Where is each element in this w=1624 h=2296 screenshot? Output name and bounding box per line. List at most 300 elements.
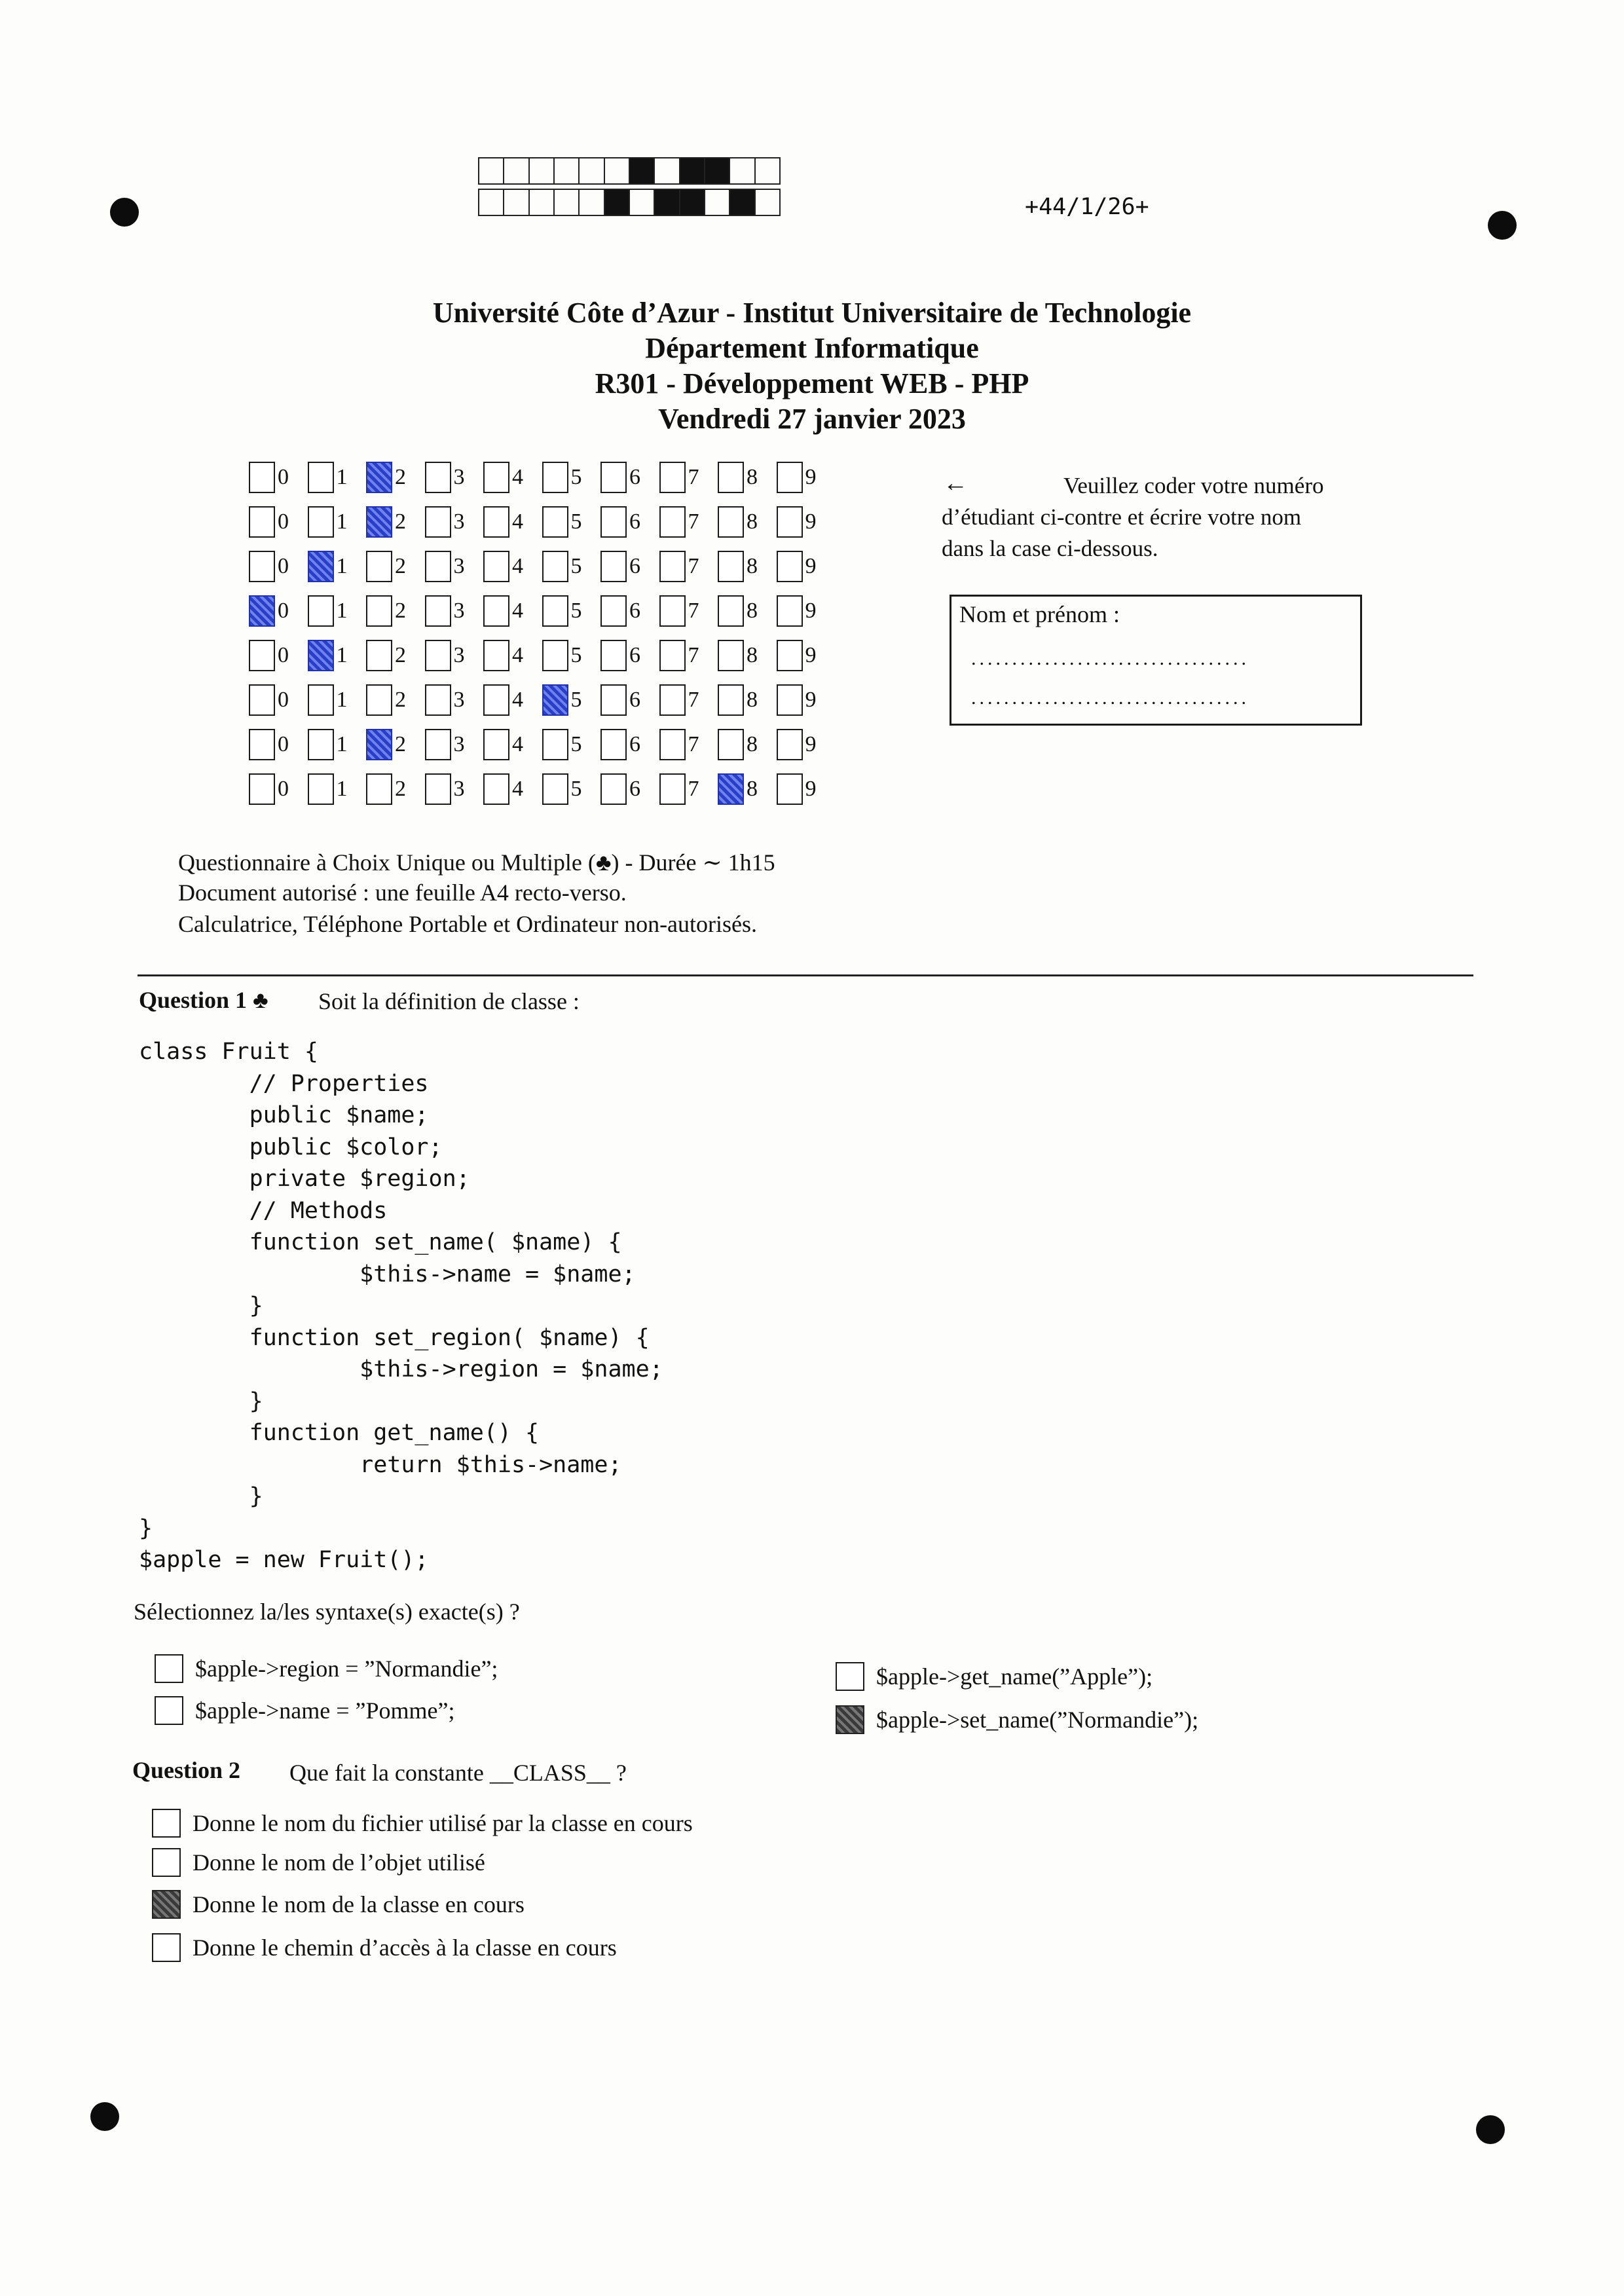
digit-checkbox[interactable] xyxy=(425,506,451,538)
digit-checkbox[interactable] xyxy=(659,773,686,805)
section-divider xyxy=(138,974,1473,976)
digit-option[interactable] xyxy=(718,640,758,671)
barcode-cell xyxy=(504,190,529,215)
digit-label: 3 xyxy=(453,554,465,578)
barcode-cell xyxy=(479,158,504,183)
digit-checkbox[interactable] xyxy=(425,462,451,493)
digit-label: 3 xyxy=(453,509,465,534)
digit-checkbox[interactable] xyxy=(659,729,686,760)
q2-answer-path[interactable] xyxy=(152,1933,617,1962)
q1-answer-get-name-checkbox[interactable] xyxy=(836,1662,864,1691)
digit-label: 5 xyxy=(570,509,582,534)
q2-answer-object[interactable] xyxy=(152,1848,485,1877)
digit-option[interactable] xyxy=(249,506,289,538)
digit-option[interactable] xyxy=(249,684,289,716)
barcode-cell xyxy=(630,158,655,183)
digit-option[interactable] xyxy=(425,640,465,671)
digit-option[interactable] xyxy=(777,640,817,671)
name-line-1: .................................. xyxy=(971,648,1249,669)
digit-label: 3 xyxy=(453,732,465,756)
digit-option[interactable] xyxy=(777,684,817,716)
digit-option[interactable] xyxy=(659,684,699,716)
digit-label: 4 xyxy=(512,554,523,578)
digit-option[interactable] xyxy=(777,595,817,627)
digit-checkbox[interactable] xyxy=(777,773,803,805)
code-line: function get_name() { xyxy=(139,1420,540,1446)
digit-checkbox[interactable] xyxy=(542,640,568,671)
digit-checkbox[interactable] xyxy=(600,506,627,538)
digit-option[interactable] xyxy=(718,551,758,582)
digit-option[interactable] xyxy=(542,506,582,538)
barcode-cell xyxy=(555,158,580,183)
digit-option[interactable] xyxy=(777,773,817,805)
digit-label: 6 xyxy=(629,643,640,667)
digit-option[interactable] xyxy=(659,773,699,805)
digit-checkbox[interactable] xyxy=(659,551,686,582)
digit-checkbox[interactable] xyxy=(777,729,803,760)
digit-option[interactable] xyxy=(600,729,640,760)
question-1-prompt: Sélectionnez la/les syntaxe(s) exacte(s) ? xyxy=(134,1599,520,1625)
code-line: function set_name( $name) { xyxy=(139,1229,622,1255)
digit-label: 2 xyxy=(395,599,406,623)
digit-checkbox[interactable] xyxy=(777,640,803,671)
digit-checkbox[interactable] xyxy=(483,729,509,760)
digit-label: 1 xyxy=(336,732,348,756)
digit-option[interactable] xyxy=(483,729,523,760)
digit-option[interactable] xyxy=(425,506,465,538)
name-box[interactable] xyxy=(950,595,1362,726)
barcode-cell xyxy=(655,190,680,215)
barcode-cell xyxy=(730,190,755,215)
digit-option[interactable] xyxy=(249,595,289,627)
digit-option[interactable] xyxy=(542,595,582,627)
q1-answer-set-name[interactable] xyxy=(836,1705,1198,1734)
digit-checkbox[interactable] xyxy=(425,773,451,805)
digit-option[interactable] xyxy=(542,773,582,805)
digit-option[interactable] xyxy=(366,551,406,582)
digit-checkbox[interactable] xyxy=(308,729,334,760)
digit-option[interactable] xyxy=(600,462,640,493)
digit-checkbox[interactable] xyxy=(425,684,451,716)
digit-checkbox[interactable] xyxy=(600,551,627,582)
digit-checkbox[interactable] xyxy=(659,640,686,671)
digit-option[interactable] xyxy=(659,462,699,493)
barcode-cell xyxy=(605,190,630,215)
digit-checkbox[interactable] xyxy=(483,684,509,716)
question-1-title: Question 1 ♣ xyxy=(139,987,268,1013)
exam-info-line-3: Calculatrice, Téléphone Portable et Ordinateur non-autorisés. xyxy=(178,911,758,937)
code-line: function set_region( $name) { xyxy=(139,1324,650,1351)
digit-label: 1 xyxy=(336,599,348,623)
digit-label: 4 xyxy=(512,777,523,801)
digit-checkbox[interactable] xyxy=(483,506,509,538)
digit-label: 8 xyxy=(747,465,758,489)
digit-label: 7 xyxy=(688,643,699,667)
digit-checkbox[interactable] xyxy=(366,773,392,805)
digit-option[interactable] xyxy=(308,684,348,716)
digit-option[interactable] xyxy=(483,551,523,582)
digit-label: 4 xyxy=(512,732,523,756)
q2-answer-classname-checkbox[interactable] xyxy=(152,1890,181,1919)
digit-option[interactable] xyxy=(483,462,523,493)
digit-label: 2 xyxy=(395,732,406,756)
digit-label: 9 xyxy=(805,777,817,801)
digit-checkbox[interactable] xyxy=(600,729,627,760)
digit-checkbox[interactable] xyxy=(366,640,392,671)
digit-label: 4 xyxy=(512,643,523,667)
digit-label: 6 xyxy=(629,599,640,623)
barcode-cell xyxy=(655,158,680,183)
exam-date: Vendredi 27 janvier 2023 xyxy=(658,403,966,435)
digit-label: 7 xyxy=(688,777,699,801)
barcode-cell xyxy=(705,190,730,215)
digit-option[interactable] xyxy=(308,595,348,627)
q2-answer-filename-checkbox[interactable] xyxy=(152,1809,181,1838)
digit-checkbox[interactable] xyxy=(425,640,451,671)
digit-option[interactable] xyxy=(777,551,817,582)
digit-checkbox[interactable] xyxy=(718,595,744,627)
digit-label: 9 xyxy=(805,599,817,623)
digit-checkbox[interactable] xyxy=(425,729,451,760)
digit-checkbox[interactable] xyxy=(718,729,744,760)
barcode-cell xyxy=(530,158,555,183)
digit-checkbox[interactable] xyxy=(308,595,334,627)
registration-dot-bottom-left xyxy=(90,2102,119,2131)
digit-option[interactable] xyxy=(366,462,406,493)
digit-label: 2 xyxy=(395,777,406,801)
digit-option[interactable] xyxy=(659,595,699,627)
digit-option[interactable] xyxy=(600,640,640,671)
q2-answer-object-checkbox[interactable] xyxy=(152,1848,181,1877)
digit-checkbox[interactable] xyxy=(366,729,392,760)
digit-option[interactable] xyxy=(659,506,699,538)
digit-checkbox[interactable] xyxy=(425,551,451,582)
digit-label: 3 xyxy=(453,688,465,712)
digit-label: 1 xyxy=(336,643,348,667)
barcode-cell xyxy=(756,190,779,215)
digit-option[interactable] xyxy=(249,773,289,805)
question-2-title: Question 2 xyxy=(132,1757,241,1783)
digit-checkbox[interactable] xyxy=(600,595,627,627)
digit-option[interactable] xyxy=(366,595,406,627)
digit-checkbox[interactable] xyxy=(659,684,686,716)
barcode-cell xyxy=(580,158,604,183)
digit-checkbox[interactable] xyxy=(483,595,509,627)
digit-option[interactable] xyxy=(308,462,348,493)
barcode-cell xyxy=(530,190,555,215)
instruction-line-1: Veuillez coder votre numéro xyxy=(1063,473,1324,498)
digit-option[interactable] xyxy=(425,462,465,493)
digit-checkbox[interactable] xyxy=(542,506,568,538)
digit-option[interactable] xyxy=(425,551,465,582)
digit-checkbox[interactable] xyxy=(308,773,334,805)
code-line: // Methods xyxy=(139,1197,388,1224)
digit-checkbox[interactable] xyxy=(542,462,568,493)
barcode-cell xyxy=(630,190,655,215)
digit-checkbox[interactable] xyxy=(249,773,275,805)
digit-option[interactable] xyxy=(308,640,348,671)
digit-checkbox[interactable] xyxy=(542,729,568,760)
digit-option[interactable] xyxy=(308,551,348,582)
digit-label: 0 xyxy=(278,643,289,667)
digit-option[interactable] xyxy=(366,773,406,805)
digit-checkbox[interactable] xyxy=(718,462,744,493)
barcode-cell xyxy=(605,158,630,183)
q1-answer-region-checkbox[interactable] xyxy=(155,1654,183,1683)
q2-answer-filename[interactable] xyxy=(152,1809,693,1838)
digit-label: 8 xyxy=(747,509,758,534)
instruction-line-2: d’étudiant ci-contre et écrire votre nom xyxy=(942,504,1302,530)
digit-checkbox[interactable] xyxy=(542,773,568,805)
digit-checkbox[interactable] xyxy=(366,506,392,538)
digit-label: 8 xyxy=(747,643,758,667)
q1-answer-set-name-checkbox[interactable] xyxy=(836,1705,864,1734)
digit-checkbox[interactable] xyxy=(308,462,334,493)
digit-checkbox[interactable] xyxy=(249,551,275,582)
digit-checkbox[interactable] xyxy=(249,729,275,760)
q1-answer-get-name[interactable] xyxy=(836,1662,1153,1691)
digit-label: 4 xyxy=(512,509,523,534)
digit-checkbox[interactable] xyxy=(483,773,509,805)
digit-option[interactable] xyxy=(249,551,289,582)
digit-label: 8 xyxy=(747,777,758,801)
digit-option[interactable] xyxy=(718,595,758,627)
q1-answer-region[interactable] xyxy=(155,1654,498,1683)
digit-option[interactable] xyxy=(718,729,758,760)
digit-checkbox[interactable] xyxy=(366,551,392,582)
code-line: } xyxy=(139,1515,153,1542)
digit-option[interactable] xyxy=(366,684,406,716)
digit-checkbox[interactable] xyxy=(483,640,509,671)
digit-option[interactable] xyxy=(542,462,582,493)
digit-checkbox[interactable] xyxy=(659,506,686,538)
digit-label: 7 xyxy=(688,509,699,534)
digit-option[interactable] xyxy=(483,595,523,627)
q1-answer-name[interactable] xyxy=(155,1696,454,1725)
barcode-cell xyxy=(705,158,730,183)
digit-checkbox[interactable] xyxy=(777,506,803,538)
digit-option[interactable] xyxy=(659,729,699,760)
digit-option[interactable] xyxy=(308,506,348,538)
digit-option[interactable] xyxy=(718,773,758,805)
digit-label: 5 xyxy=(570,599,582,623)
digit-option[interactable] xyxy=(777,506,817,538)
digit-option[interactable] xyxy=(600,684,640,716)
digit-label: 5 xyxy=(570,732,582,756)
q2-answer-classname-label: Donne le nom de la classe en cours xyxy=(193,1891,525,1917)
digit-option[interactable] xyxy=(777,729,817,760)
digit-checkbox[interactable] xyxy=(777,462,803,493)
digit-checkbox[interactable] xyxy=(308,506,334,538)
digit-option[interactable] xyxy=(308,773,348,805)
digit-label: 7 xyxy=(688,732,699,756)
digit-option[interactable] xyxy=(483,773,523,805)
digit-option[interactable] xyxy=(483,640,523,671)
digit-label: 1 xyxy=(336,465,348,489)
left-arrow-icon: ← xyxy=(943,470,968,497)
barcode-cell xyxy=(580,190,604,215)
q2-answer-classname[interactable] xyxy=(152,1890,525,1919)
digit-label: 1 xyxy=(336,688,348,712)
digit-option[interactable] xyxy=(542,640,582,671)
digit-option[interactable] xyxy=(425,773,465,805)
code-line: class Fruit { xyxy=(139,1039,318,1065)
digit-label: 2 xyxy=(395,643,406,667)
code-line: } xyxy=(139,1293,263,1319)
digit-label: 7 xyxy=(688,554,699,578)
code-line: } xyxy=(139,1388,263,1415)
digit-option[interactable] xyxy=(600,773,640,805)
digit-checkbox[interactable] xyxy=(249,595,275,627)
question-1-text: Soit la définition de classe : xyxy=(318,988,580,1014)
digit-checkbox[interactable] xyxy=(366,684,392,716)
digit-label: 7 xyxy=(688,599,699,623)
registration-dot-bottom-right xyxy=(1476,2115,1505,2144)
digit-label: 2 xyxy=(395,465,406,489)
digit-option[interactable] xyxy=(542,684,582,716)
digit-checkbox[interactable] xyxy=(366,462,392,493)
digit-checkbox[interactable] xyxy=(308,684,334,716)
digit-option[interactable] xyxy=(483,506,523,538)
digit-label: 5 xyxy=(570,554,582,578)
digit-option[interactable] xyxy=(600,551,640,582)
digit-label: 1 xyxy=(336,509,348,534)
digit-label: 9 xyxy=(805,643,817,667)
digit-label: 5 xyxy=(570,777,582,801)
digit-option[interactable] xyxy=(249,729,289,760)
digit-checkbox[interactable] xyxy=(600,462,627,493)
digit-label: 9 xyxy=(805,732,817,756)
digit-option[interactable] xyxy=(366,640,406,671)
digit-label: 6 xyxy=(629,732,640,756)
code-line: $apple = new Fruit(); xyxy=(139,1547,429,1573)
digit-option[interactable] xyxy=(308,729,348,760)
digit-option[interactable] xyxy=(600,595,640,627)
digit-option[interactable] xyxy=(366,506,406,538)
digit-label: 0 xyxy=(278,599,289,623)
digit-label: 4 xyxy=(512,465,523,489)
digit-checkbox[interactable] xyxy=(483,551,509,582)
digit-checkbox[interactable] xyxy=(249,684,275,716)
q2-answer-path-checkbox[interactable] xyxy=(152,1933,181,1962)
digit-label: 3 xyxy=(453,465,465,489)
barcode-row-2 xyxy=(478,189,781,216)
digit-option[interactable] xyxy=(483,684,523,716)
barcode-cell xyxy=(479,190,504,215)
digit-label: 6 xyxy=(629,777,640,801)
barcode-cell xyxy=(680,158,705,183)
digit-option[interactable] xyxy=(718,462,758,493)
q1-answer-region-label: $apple->region = ”Normandie”; xyxy=(195,1656,498,1682)
digit-checkbox[interactable] xyxy=(777,595,803,627)
digit-checkbox[interactable] xyxy=(600,773,627,805)
digit-option[interactable] xyxy=(659,551,699,582)
digit-label: 0 xyxy=(278,732,289,756)
digit-checkbox[interactable] xyxy=(249,640,275,671)
digit-option[interactable] xyxy=(659,640,699,671)
digit-checkbox[interactable] xyxy=(542,595,568,627)
digit-label: 9 xyxy=(805,509,817,534)
digit-checkbox[interactable] xyxy=(777,551,803,582)
digit-checkbox[interactable] xyxy=(308,551,334,582)
digit-label: 0 xyxy=(278,554,289,578)
digit-label: 5 xyxy=(570,643,582,667)
digit-label: 1 xyxy=(336,777,348,801)
digit-checkbox[interactable] xyxy=(425,595,451,627)
digit-checkbox[interactable] xyxy=(718,640,744,671)
digit-label: 4 xyxy=(512,599,523,623)
digit-checkbox[interactable] xyxy=(718,773,744,805)
barcode-cell xyxy=(555,190,580,215)
digit-label: 0 xyxy=(278,509,289,534)
digit-checkbox[interactable] xyxy=(542,684,568,716)
code-line: return $this->name; xyxy=(139,1451,622,1478)
digit-checkbox[interactable] xyxy=(718,551,744,582)
q1-answer-name-checkbox[interactable] xyxy=(155,1696,183,1725)
digit-option[interactable] xyxy=(718,506,758,538)
digit-label: 6 xyxy=(629,509,640,534)
digit-checkbox[interactable] xyxy=(718,506,744,538)
digit-option[interactable] xyxy=(600,506,640,538)
digit-checkbox[interactable] xyxy=(718,684,744,716)
digit-label: 9 xyxy=(805,465,817,489)
digit-option[interactable] xyxy=(249,462,289,493)
q2-answer-path-label: Donne le chemin d’accès à la classe en cours xyxy=(193,1935,617,1961)
barcode-cell xyxy=(680,190,705,215)
digit-option[interactable] xyxy=(425,595,465,627)
digit-checkbox[interactable] xyxy=(600,684,627,716)
digit-checkbox[interactable] xyxy=(777,684,803,716)
digit-option[interactable] xyxy=(777,462,817,493)
digit-checkbox[interactable] xyxy=(249,462,275,493)
question-2-text: Que fait la constante __CLASS__ ? xyxy=(289,1760,627,1786)
digit-label: 0 xyxy=(278,777,289,801)
digit-option[interactable] xyxy=(425,729,465,760)
digit-option[interactable] xyxy=(718,684,758,716)
digit-label: 5 xyxy=(570,688,582,712)
barcode-row-1 xyxy=(478,157,781,185)
digit-label: 1 xyxy=(336,554,348,578)
student-instructions xyxy=(942,470,1374,565)
digit-option[interactable] xyxy=(542,729,582,760)
code-line: public $color; xyxy=(139,1134,443,1160)
name-box-label: Nom et prénom : xyxy=(959,601,1120,627)
digit-checkbox[interactable] xyxy=(659,462,686,493)
digit-checkbox[interactable] xyxy=(659,595,686,627)
digit-checkbox[interactable] xyxy=(483,462,509,493)
digit-option[interactable] xyxy=(425,684,465,716)
code-line: $this->name = $name; xyxy=(139,1261,636,1287)
digit-checkbox[interactable] xyxy=(308,640,334,671)
digit-option[interactable] xyxy=(366,729,406,760)
digit-option[interactable] xyxy=(249,640,289,671)
barcode-cell xyxy=(730,158,755,183)
code-line: $this->region = $name; xyxy=(139,1356,663,1382)
digit-checkbox[interactable] xyxy=(542,551,568,582)
instruction-line-3: dans la case ci-dessous. xyxy=(942,536,1158,561)
digit-checkbox[interactable] xyxy=(249,506,275,538)
digit-label: 7 xyxy=(688,688,699,712)
q2-answer-filename-label: Donne le nom du fichier utilisé par la classe en cours xyxy=(193,1810,693,1836)
digit-option[interactable] xyxy=(542,551,582,582)
digit-label: 3 xyxy=(453,777,465,801)
digit-label: 2 xyxy=(395,509,406,534)
digit-label: 7 xyxy=(688,465,699,489)
registration-dot-top-left xyxy=(110,198,139,227)
exam-info-line-1: Questionnaire à Choix Unique ou Multiple (♣) - Durée ∼ 1h15 xyxy=(178,849,775,876)
digit-checkbox[interactable] xyxy=(600,640,627,671)
digit-checkbox[interactable] xyxy=(366,595,392,627)
